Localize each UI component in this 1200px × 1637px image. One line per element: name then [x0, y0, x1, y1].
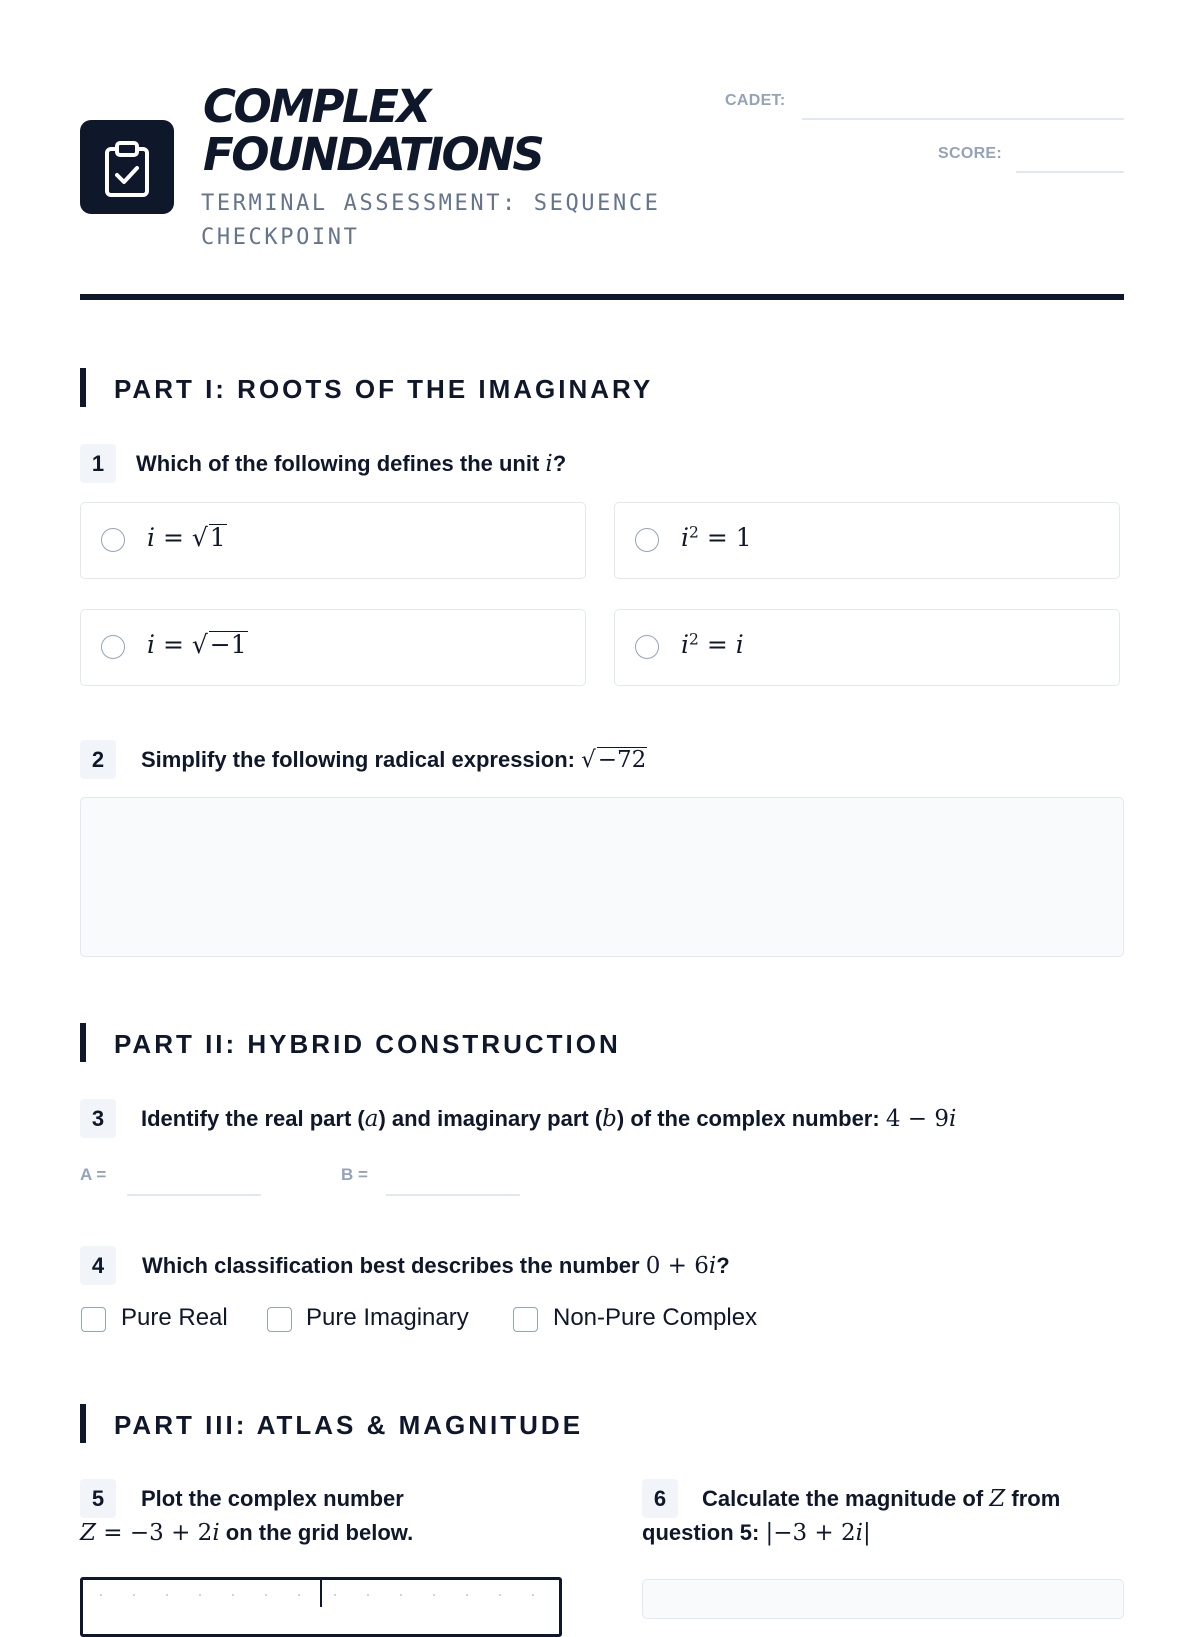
expr-value: = −3 + 2	[95, 1520, 213, 1546]
section-marker	[80, 368, 86, 407]
question-5-suffix: on the grid below.	[219, 1520, 414, 1545]
question-number-5: 5	[80, 1479, 116, 1518]
option-non-pure-complex-label[interactable]: Non-Pure Complex	[553, 1304, 758, 1331]
expr-imag-unit: i	[948, 1106, 957, 1132]
section-marker	[80, 1023, 86, 1062]
question-6-reference: question 5:	[642, 1520, 760, 1545]
sqrt-sign: √	[191, 523, 208, 552]
question-1-text	[136, 447, 566, 481]
expr-imag-unit: i	[855, 1520, 864, 1546]
sqrt-sign: √	[581, 747, 596, 773]
question-5-expression	[80, 1520, 220, 1546]
logo-badge	[80, 120, 174, 214]
var-b: b	[602, 1106, 617, 1132]
expr-lhs: i	[147, 630, 155, 659]
expr-lhs: i	[147, 523, 155, 552]
radio-button[interactable]	[101, 528, 125, 552]
question-2-prompt: Simplify the following radical expression:	[141, 747, 575, 772]
expr-exponent: 2	[689, 630, 699, 649]
grid-dot	[166, 1594, 168, 1596]
question-number-2: 2	[80, 740, 116, 779]
expr-lhs: i	[681, 630, 689, 659]
choice-expression	[147, 523, 227, 552]
page-title-line1: COMPLEX	[203, 80, 429, 133]
question-4-text	[142, 1249, 730, 1283]
grid-dot	[400, 1594, 402, 1596]
question-1-var: i	[545, 451, 553, 477]
grid-dot	[334, 1594, 336, 1596]
radio-button[interactable]	[635, 635, 659, 659]
page-title-line2: FOUNDATIONS	[203, 128, 543, 181]
grid-dot	[232, 1594, 234, 1596]
question-2-text	[141, 743, 647, 777]
option-pure-real-label[interactable]: Pure Real	[121, 1304, 228, 1331]
option-pure-imaginary-label[interactable]: Pure Imaginary	[306, 1304, 469, 1331]
score-field[interactable]	[1016, 171, 1124, 173]
choice-expression	[681, 630, 744, 659]
grid-dot	[499, 1594, 501, 1596]
imaginary-axis	[320, 1577, 322, 1607]
question-6-line1	[702, 1482, 1060, 1516]
clipboard-check-icon	[80, 120, 174, 214]
checkbox-pure-real[interactable]	[81, 1307, 106, 1332]
cadet-label: CADET:	[725, 92, 786, 109]
answer-b-field[interactable]	[386, 1194, 520, 1196]
score-label: SCORE:	[938, 145, 1003, 162]
expr-close: |	[863, 1520, 871, 1546]
question-6-expression	[765, 1520, 870, 1546]
question-3-prompt-a: Identify the real part (	[141, 1106, 365, 1131]
question-5-line1: Plot the complex number	[141, 1486, 404, 1511]
question-5-line2	[80, 1516, 413, 1550]
expr-lhs: i	[681, 523, 689, 552]
question-2-expression	[581, 747, 647, 773]
question-3-prompt-b: ) and imaginary part (	[378, 1106, 603, 1131]
grid-dot	[532, 1594, 534, 1596]
grid-dot	[199, 1594, 201, 1596]
answer-box-q2[interactable]	[80, 797, 1124, 957]
expr-value: |−3 + 2	[765, 1520, 856, 1546]
question-number-4: 4	[80, 1246, 116, 1285]
expr-op: =	[162, 630, 184, 659]
grid-dot	[100, 1594, 102, 1596]
choice-option-a[interactable]	[80, 502, 586, 579]
expr-radicand: −72	[597, 747, 647, 773]
choice-option-c[interactable]	[80, 609, 586, 686]
radio-button[interactable]	[635, 528, 659, 552]
question-number-3: 3	[80, 1099, 116, 1138]
question-4-suffix: ?	[716, 1253, 730, 1278]
choice-option-b[interactable]	[614, 502, 1120, 579]
expr-exponent: 2	[689, 523, 699, 542]
question-number-1: 1	[80, 444, 116, 483]
answer-b-label: B =	[341, 1165, 368, 1184]
question-6-line2	[642, 1516, 871, 1550]
grid-dot	[433, 1594, 435, 1596]
grid-dot	[298, 1594, 300, 1596]
expr-imag-unit: i	[212, 1520, 220, 1546]
expr-radicand: 1	[209, 523, 226, 552]
section-title-part2: PART II: HYBRID CONSTRUCTION	[114, 1029, 621, 1059]
choice-expression	[147, 630, 248, 659]
question-number-6: 6	[642, 1479, 678, 1518]
question-3-prompt-c: ) of the complex number:	[616, 1106, 880, 1131]
answer-a-field[interactable]	[127, 1194, 261, 1196]
cadet-name-field[interactable]	[802, 118, 1124, 120]
radio-button[interactable]	[101, 635, 125, 659]
question-1-prompt: Which of the following defines the unit	[136, 451, 540, 476]
question-1-suffix: ?	[552, 451, 567, 476]
checkbox-pure-imaginary[interactable]	[267, 1307, 292, 1332]
section-title-part3: PART III: ATLAS & MAGNITUDE	[114, 1410, 584, 1440]
expr-radicand: −1	[209, 630, 247, 659]
grid-dot	[466, 1594, 468, 1596]
question-3-expression	[886, 1106, 957, 1132]
section-marker	[80, 1404, 86, 1443]
grid-dot	[133, 1594, 135, 1596]
question-4-expression	[646, 1253, 717, 1279]
var-z: Z	[989, 1486, 1006, 1512]
choice-option-d[interactable]	[614, 609, 1120, 686]
choice-expression	[681, 523, 752, 552]
page-subtitle: TERMINAL ASSESSMENT: SEQUENCE CHECKPOINT	[201, 191, 661, 250]
expr-rhs: i	[735, 630, 744, 659]
question-6-prompt-end: from	[1011, 1486, 1061, 1511]
expr-op: =	[706, 630, 728, 659]
grid-dot	[265, 1594, 267, 1596]
grid-dot	[367, 1594, 369, 1596]
sqrt-sign: √	[191, 630, 208, 659]
var-a: a	[364, 1106, 379, 1132]
expr-real: 4 − 9	[885, 1106, 949, 1132]
var-z: Z	[80, 1520, 96, 1546]
header-divider	[80, 294, 1124, 300]
expr-rhs: 1	[735, 523, 752, 552]
expr-imag-unit: i	[708, 1253, 717, 1279]
question-4-prompt: Which classification best describes the number	[142, 1253, 640, 1278]
expr-real: 0 + 6	[645, 1253, 709, 1279]
checkbox-non-pure-complex[interactable]	[513, 1307, 538, 1332]
answer-a-label: A =	[80, 1165, 107, 1184]
expr-op: =	[162, 523, 184, 552]
question-6-prompt: Calculate the magnitude of	[702, 1486, 984, 1511]
answer-box-q6[interactable]	[642, 1579, 1124, 1619]
expr-op: =	[706, 523, 728, 552]
section-title-part1: PART I: ROOTS OF THE IMAGINARY	[114, 374, 654, 404]
question-3-text	[141, 1102, 956, 1136]
